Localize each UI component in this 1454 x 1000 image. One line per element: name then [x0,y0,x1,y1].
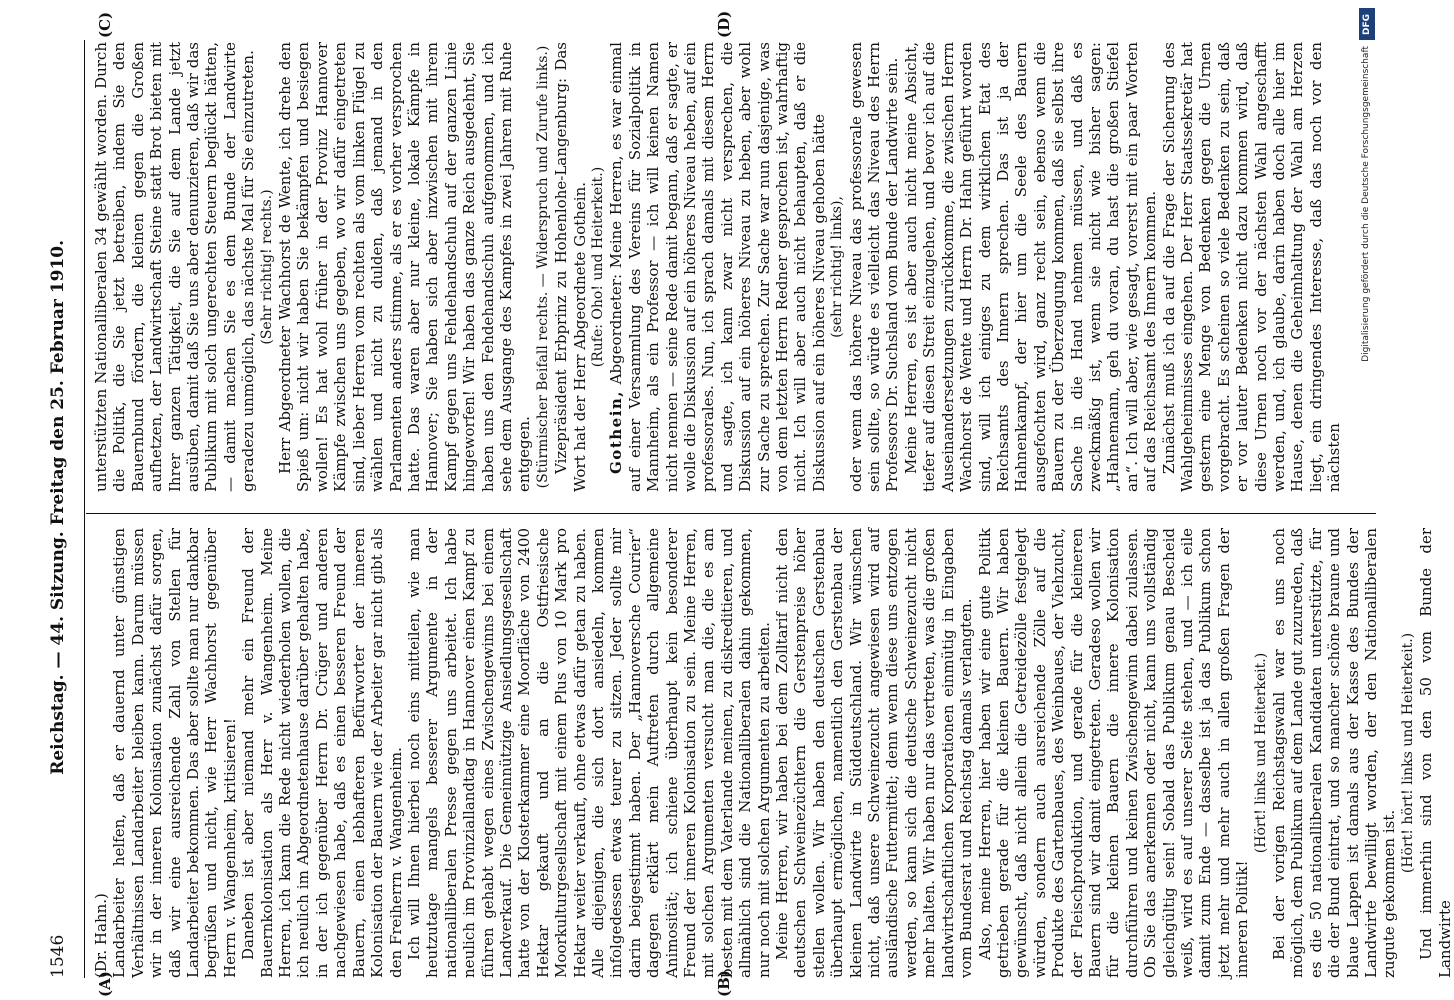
interjection: (Hört! hört! links und Heiterkeit.) [1399,632,1416,874]
paragraph: Bei der vorigen Reichstagswahl war es uns noch möglich, dem Publikum auf dem Lande gut zuzureden, daß es die 50 nationalliberalen Kandidaten unterstützte, für die der Bund eintrat, und so mancher schöne braune und blaue Lappen ist damals aus der Kasse des Bundes der Landwirte bewilligt worden, der den Nationalliberalen zugute gekommen ist. [1270,528,1399,978]
interjection: (Hört! links und Heiterkeit.) [1252,652,1269,854]
paragraph: Ich will Ihnen hierbei noch eins mitteilen, wie man heutzutage mangels besserer Argumente in der nationalliberalen Presse gegen uns arbeitet. Ich habe neulich im Provinziallandtag in Hannover einen Kampf zu führen gehabt wegen eines Zwischengewinns bei einem Landverkauf. Die Gemeinnützige Ansiedlungsgesellschaft hatte von der Klosterkammer eine Moorfläche von 2400 Hektar gekauft und an die Ostfriesische Moorkulturgesellschaft mit einem Plus von 10 Mark pro Hektar weiter verkauft, ohne etwas dafür getan zu haben. Alle diejenigen, die sich dort ansiedeln, kommen infolgedessen etwas teurer zu sitzen. Jeder sollte mir darin beigestimmt haben. Der „Hannoversche Courier“ dagegen erklärt mein Auftreten durch allgemeine Animosität; ich schiene überhaupt kein besonderer Freund der inneren Kolonisation zu sein. Meine Herren, mit solchen Argumenten versucht man die, die es am besten mit dem Vaterlande meinen, zu diskreditieren, und allmählich sind die Nationalliberalen dahin gekommen, nur noch mit solchen Argumenten zu arbeiten. [404,528,773,978]
paragraph: Meine Herren, wir haben bei dem Zolltarif nicht den deutschen Schweinezüchtern die Gerstenpreise höher stellen wollen. Wir haben den deutschen Gerstenbau überhaupt ermöglichen, namentlich den Gerstenbau der kleinen Landwirte in Süddeutschland. Wir wünschen nicht, daß unsere Schweinezucht angewiesen wird auf ausländische Futtermittel; denn wenn diese uns entzogen werden, so kann sich die deutsche Schweinezucht nicht mehr halten. Wir haben nur das vertreten, was die großen landwirtschaftlichen Korporationen einmütig in Eingaben vom Bundesrat und Reichstag damals verlangten. [773,528,976,978]
vice-president-line: Vizepräsident Erbprinz zu Hohenlohe-Langenburg: Das Wort hat der Herr Abgeordnete Gothein. [552,42,589,492]
paragraph: Also, meine Herren, hier haben wir eine gute Politik getrieben gerade für die kleinen Bauern. Wir haben gewünscht, daß nicht allein die Getreidezölle festgelegt würden, sondern auch ausreichende Zölle auf die Produkte des Gartenbaues, des Weinbaues, der Viehzucht, der Fleischproduktion, und gerade für die kleineren Bauern sind wir damit eingetreten. Geradeso wollen wir für die kleinen Bauern die innere Kolonisation durchführen und keinen Zwischengewinn dabei zulassen. Ob Sie das anerkennen oder nicht, kann uns vollständig gleichgültig sein! Sobald das Publikum genau Bescheid weiß, wird es auf unserer Seite stehen, und — ich eile damit zum Ende — dasselbe ist ja das Publikum schon jetzt mehr und mehr auch in allen großen Fragen der inneren Politik! [975,528,1252,978]
interjection: (Sehr richtig! rechts.) [258,189,275,345]
column-rule [86,513,1376,514]
digitization-credit [1357,8,1377,648]
speaker-paragraph [607,42,828,492]
interjection: (Rufe: Oho! und Heiterkeit.) [589,166,606,368]
running-title: Reichstag. — 44. Sitzung. Freitag den 25. Februar 1910. [48,239,68,775]
dfg-logo: DFG [1359,8,1375,40]
margin-marker-a: (A) [96,971,114,997]
speaker-role: Abgeordneter: [607,273,626,385]
margin-marker-d: (D) [715,10,733,38]
paragraph: Meine Herren, es ist aber auch nicht meine Absicht, tiefer auf diesen Streit einzugehen, und bevor ich auf die Auseinandersetzungen zurückkomme, die zwischen Herrn Wachhorst de Wente und Herrn Dr. Hahn geführt worden sind, will ich einiges zu dem wirklichen Etat des Reichsamts des Innern sprechen. Das ist ja der Hahnenkampf, der hier um die Seele des Bauern ausgefochten wird, ganz recht sein, ebenso wenn die Bauern zu der Überzeugung kommen, daß sie selbst ihre Sache in die Hand nehmen müssen, und daß es zweckmäßig ist, wenn sie nicht wie bisher sagen: „Hahnemann, geh du voran, du hast die großen Stiefel an“. Ich will aber, wie gesagt, vorerst mit ein paar Worten auf das Reichsamt des Innern kommen. [901,42,1160,492]
speaker-tag: (Dr. Hahn.) [92,893,110,978]
paragraph: Herr Abgeordneter Wachhorst de Wente, ich drehe den Spieß um: nicht wir haben Sie bekämpfen und besiegen wollen! Es hat wohl früher in der Provinz Hannover Kämpfe zwischen uns gegeben, wo wir dafür eingetreten sind, lieber Herren vom rechten als vom linken Flügel zu wählen und nicht zu dulden, daß jemand in den Parlamenten anders stimme, als er es vorher versprochen hatte. Das waren aber nur kleine, lokale Kämpfe in Hannover; Sie haben sich aber inzwischen mit ihrem Kampf gegen uns Fehdehandschuh auf der ganzen Linie hingeworfen! Wir haben das ganze Reich ausgedehnt, Sie haben uns den Fehdehandschuh aufgenommen, und ich sehe dem Ausgange des Kampfes in zwei Jahren mit Ruhe entgegen. [276,42,534,492]
interjection: (sehr richtig! links), [829,196,846,338]
margin-marker-b: (B) [715,970,733,997]
paragraph: Landarbeiter helfen, daß er dauernd unter günstigen Verhältnissen Landarbeiter bleiben kann. Darum müssen wir in der inneren Kolonisation zunächst dafür sorgen, daß wir eine ausreichende Zahl von Stellen für Landarbeiter bekommen. Das aber sollte man nur dankbar begrüßen und nicht, wie Herr Wachhorst gegenüber Herrn v. Wangenheim, kritisieren! [110,528,239,978]
right-column [92,42,1367,492]
paragraph: unterstützten Nationalliberalen 34 gewählt worden. Durch die Politik, die Sie jetzt betreiben, indem Sie den Bauernbund fördern, die kleinen gegen die Großen aufhetzen, der Landwirtschaft Steine statt Brot bieten mit Ihrer ganzen Tätigkeit, die Sie auf dem Lande jetzt ausüben, damit daß Sie uns aber denunzieren, daß wir das Publikum mit solch ungerechten Steuern beglückt hätten, — damit machen Sie es dem Bunde der Landwirte geradezu unmöglich, das nächste Mal für Sie einzutreten. [92,42,258,492]
page-header [48,40,78,978]
page-number: 1546 [48,934,68,978]
paragraph: Daneben ist aber niemand mehr ein Freund der Bauernkolonisation als Herr v. Wangenheim. Meine Herren, ich kann die Rede nicht wiederholen wollen, die ich neulich im Abgeordnetenhause darüber gehalten habe, in der ich gegenüber Herrn Dr. Crüger und anderen nachgewiesen habe, daß es einen besseren Freund der Bauern, einen lebhafteren Befürworter der inneren Kolonisation der Bauern wie der Arbeiter gar nicht gibt als den Freiherrn v. Wangenheim. [239,528,405,978]
margin-marker-c: (C) [96,11,114,38]
credit-text: Digitalisierung gefördert durch die Deutsche Forschungsgemeinschaft [1361,46,1371,362]
header-rule [84,40,85,978]
paragraph: oder wenn das höhere Niveau das professorale gewesen sein sollte, so würde es vielleicht das Niveau des Herrn Professors Dr. Suchsland vom Bunde der Landwirte sein. [846,42,902,492]
interjection: (Stürmischer Beifall rechts. — Widerspruch und Zurufe links.) [534,45,551,489]
left-column [92,528,1454,978]
paragraph: Und immerhin sind von den 50 vom Bunde der Landwirte [1417,528,1454,978]
paragraph: Zunächst muß ich da auf die Frage der Sicherung des Wahlgeheimnisses eingehen. Der Herr Staatssekretär hat gestern eine Menge von Bedenken gegen die Urnen vorgebracht. Es scheinen so viele Bedenken zu sein, daß er vor lauter Bedenken nicht dazu kommen wird, daß diese Urnen noch vor der nächsten Wahl angeschafft werden, und, ich glaube, darin haben doch alle hier im Hause, denen die Geheimhaltung der Wahl am Herzen liegt, ein dringendes Interesse, daß das noch vor den nächsten [1159,42,1344,492]
speaker-name: Gothein, [607,389,626,474]
paragraph-text: Meine Herren, es war einmal auf einer Versammlung des Vereins für Sozialpolitik in Mannheim, als ein Professor — ich will keinen Namen nicht nennen — seine Rede damit begann, daß er sagte, er wolle die Diskussion auf ein höheres Niveau heben, auf ein professorales. Nun, ich sprach damals mit diesem Herrn und sagte, ich kann zwar nicht versprechen, die Diskussion auf ein höheres Niveau zu heben, aber wohl zur Sache zu sprechen. Zur Sache war nun dasjenige, was von dem letzten Herrn Redner gesprochen ist, wahrhaftig nicht. Ich will aber auch nicht behaupten, daß er die Diskussion auf ein höheres Niveau gehoben hätte [607,42,828,492]
